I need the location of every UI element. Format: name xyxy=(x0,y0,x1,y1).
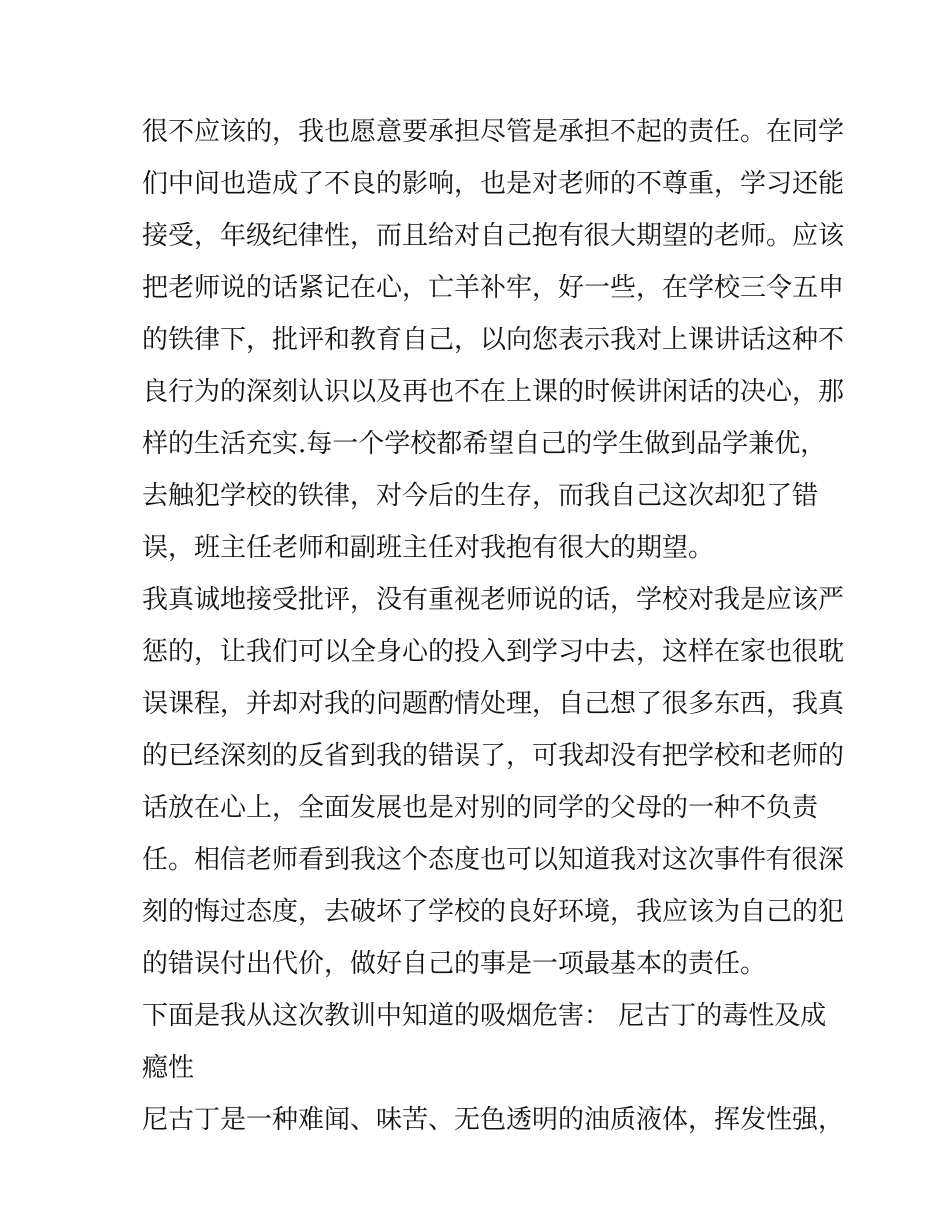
document-body xyxy=(142,106,845,1146)
text-line: 刻的悔过态度，去破坏了学校的良好环境，我应该为自己的犯 xyxy=(142,897,845,927)
text-line: 误，班主任老师和副班主任对我抱有很大的期望。 xyxy=(142,533,715,563)
text-line: 尼古丁是一种难闻、味苦、无色透明的油质液体，挥发性强， xyxy=(142,1105,845,1135)
text-line: 我真诚地接受批评，没有重视老师说的话，学校对我是应该严 xyxy=(142,585,845,615)
text-line: 误课程，并却对我的问题酌情处理，自己想了很多东西，我真 xyxy=(142,689,845,719)
text-line: 话放在心上，全面发展也是对别的同学的父母的一种不负责 xyxy=(142,793,819,823)
text-line: 很不应该的，我也愿意要承担尽管是承担不起的责任。在同学 xyxy=(142,117,845,147)
text-line: 接受，年级纪律性，而且给对自己抱有很大期望的老师。应该 xyxy=(142,221,845,251)
text-line: 的已经深刻的反省到我的错误了，可我却没有把学校和老师的 xyxy=(142,741,845,771)
text-line: 任。相信老师看到我这个态度也可以知道我对这次事件有很深 xyxy=(142,845,845,875)
text-line: 去触犯学校的铁律，对今后的生存，而我自己这次却犯了错 xyxy=(142,481,819,511)
text-line: 下面是我从这次教训中知道的吸烟危害： 尼古丁的毒性及成 xyxy=(142,1001,827,1031)
text-line: 的错误付出代价，做好自己的事是一项最基本的责任。 xyxy=(142,949,767,979)
text-line: 惩的，让我们可以全身心的投入到学习中去，这样在家也很耽 xyxy=(142,637,845,667)
text-line: 良行为的深刻认识以及再也不在上课的时候讲闲话的决心，那 xyxy=(142,377,845,407)
text-line: 瘾性 xyxy=(142,1053,195,1083)
text-line: 把老师说的话紧记在心，亡羊补牢，好一些，在学校三令五申 xyxy=(142,273,845,303)
text-line: 的铁律下，批评和教育自己，以向您表示我对上课讲话这种不 xyxy=(142,325,845,355)
text-line: 们中间也造成了不良的影响，也是对老师的不尊重，学习还能 xyxy=(142,169,845,199)
text-line: 样的生活充实.每一个学校都希望自己的学生做到品学兼优， xyxy=(142,429,827,459)
